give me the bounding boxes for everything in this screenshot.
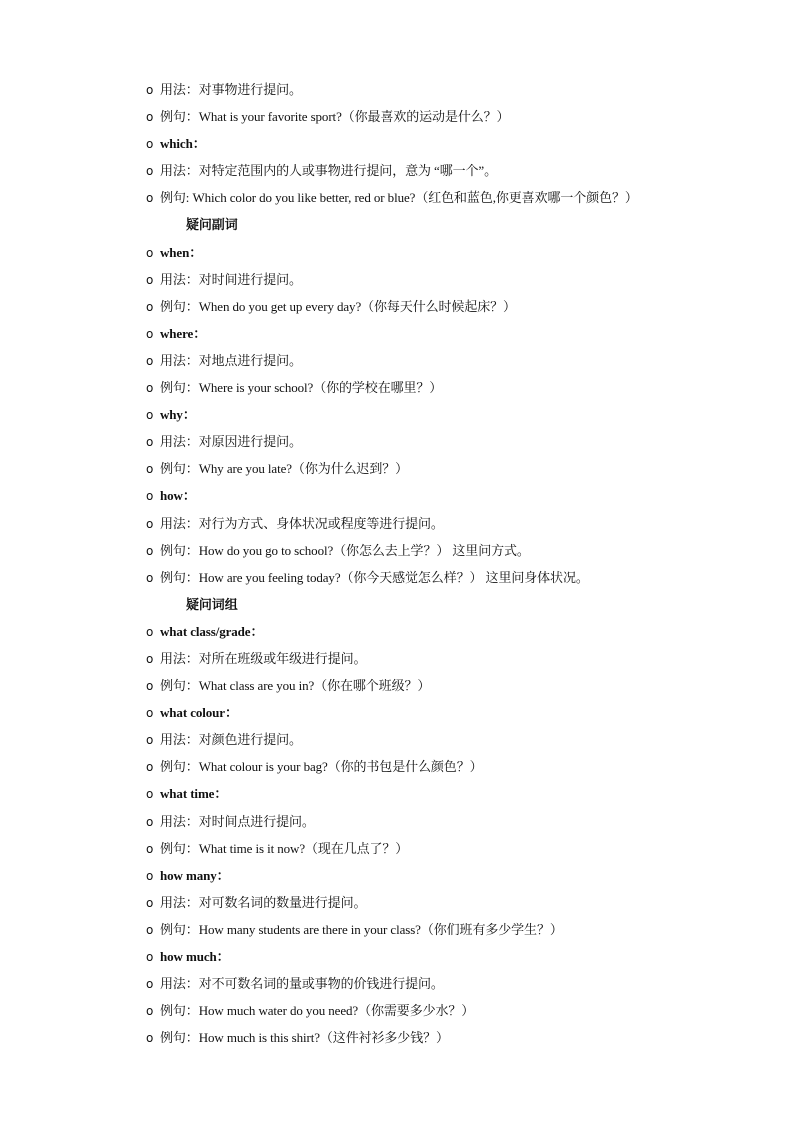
bullet-icon: o bbox=[146, 624, 154, 639]
list-item bbox=[146, 184, 766, 211]
bullet-icon: o bbox=[146, 868, 154, 883]
list-item bbox=[146, 726, 766, 753]
list-item-text: how： bbox=[160, 488, 196, 504]
bullet-icon: o bbox=[146, 83, 154, 97]
list-item bbox=[146, 997, 766, 1024]
list-item bbox=[146, 645, 766, 672]
list-item-text: where： bbox=[160, 325, 207, 341]
list-item-text: 例句：When do you get up every day?（你每天什么时候起床？） bbox=[160, 298, 516, 314]
list-item-text: 例句: Which color do you like better, red or blue?（红色和蓝色,你更喜欢哪一个颜色？） bbox=[160, 190, 638, 206]
term-item bbox=[146, 862, 766, 889]
bullet-icon: o bbox=[146, 950, 154, 964]
list-item-text: 例句：How much water do you need?（你需要多少水？） bbox=[160, 1003, 475, 1019]
list-item-text: 用法：对时间点进行提问。 bbox=[160, 813, 315, 829]
bullet-icon: o bbox=[146, 706, 154, 721]
list-item bbox=[146, 835, 766, 862]
bullet-icon: o bbox=[146, 570, 154, 585]
bullet-icon: o bbox=[146, 164, 154, 179]
list-item bbox=[146, 889, 766, 916]
list-item bbox=[146, 970, 766, 997]
bullet-icon: o bbox=[146, 299, 154, 314]
list-item-text: what colour： bbox=[160, 705, 238, 721]
bullet-icon: o bbox=[146, 1004, 154, 1019]
list-item-text: 例句：What colour is your bag?（你的书包是什么颜色？） bbox=[160, 759, 483, 775]
grammar-notes-list bbox=[146, 76, 766, 1051]
term-item bbox=[146, 401, 766, 428]
term-item bbox=[146, 482, 766, 509]
bullet-icon: o bbox=[146, 435, 154, 450]
section-heading bbox=[146, 211, 766, 238]
list-item-text: 用法：对时间进行提问。 bbox=[160, 271, 302, 287]
list-item bbox=[146, 266, 766, 293]
section-heading-text: 疑问词组 bbox=[186, 596, 238, 612]
list-item-text: 用法：对颜色进行提问。 bbox=[160, 732, 302, 748]
bullet-icon: o bbox=[146, 977, 154, 992]
list-item-text: which： bbox=[160, 136, 206, 152]
list-item-text: 例句：What time is it now?（现在几点了？） bbox=[160, 840, 409, 856]
list-item bbox=[146, 753, 766, 780]
list-item bbox=[146, 103, 766, 130]
list-item bbox=[146, 510, 766, 537]
list-item bbox=[146, 293, 766, 320]
bullet-icon: o bbox=[146, 733, 154, 748]
bullet-icon: o bbox=[146, 787, 154, 802]
bullet-icon: o bbox=[146, 895, 154, 910]
list-item-text: 例句：How are you feeling today?（你今天感觉怎么样？） 这里问身体状况。 bbox=[160, 569, 589, 585]
list-item-text: 例句：How do you go to school?（你怎么去上学？） 这里问方式。 bbox=[160, 542, 530, 558]
bullet-icon: o bbox=[146, 1031, 154, 1046]
bullet-icon: o bbox=[146, 651, 154, 666]
bullet-icon: o bbox=[146, 326, 154, 341]
list-item bbox=[146, 672, 766, 699]
list-item-text: what class/grade： bbox=[160, 623, 264, 639]
list-item bbox=[146, 76, 766, 103]
list-item-text: 用法：对事物进行提问。 bbox=[160, 82, 302, 97]
list-item-text: 用法：对原因进行提问。 bbox=[160, 434, 302, 450]
list-item-text: 用法：对所在班级或年级进行提问。 bbox=[160, 650, 367, 666]
bullet-icon: o bbox=[146, 543, 154, 558]
list-item bbox=[146, 428, 766, 455]
bullet-icon: o bbox=[146, 272, 154, 287]
list-item bbox=[146, 537, 766, 564]
list-item-text: 用法：对特定范围内的人或事物进行提问，意为 “哪一个”。 bbox=[160, 163, 497, 179]
list-item-text: why： bbox=[160, 407, 196, 423]
bullet-icon: o bbox=[146, 353, 154, 368]
bullet-icon: o bbox=[146, 760, 154, 775]
section-heading-text: 疑问副词 bbox=[186, 217, 238, 233]
list-item bbox=[146, 455, 766, 482]
bullet-icon: o bbox=[146, 462, 154, 477]
list-item-text: 例句：What class are you in?（你在哪个班级？） bbox=[160, 678, 431, 694]
bullet-icon: o bbox=[146, 841, 154, 856]
bullet-icon: o bbox=[146, 245, 154, 260]
term-item bbox=[146, 320, 766, 347]
list-item bbox=[146, 808, 766, 835]
list-item-text: how many： bbox=[160, 867, 230, 883]
list-item-text: 例句：Where is your school?（你的学校在哪里？） bbox=[160, 380, 443, 396]
section-heading bbox=[146, 591, 766, 618]
term-item bbox=[146, 699, 766, 726]
bullet-icon: o bbox=[146, 137, 154, 152]
list-item bbox=[146, 347, 766, 374]
list-item-text: how much： bbox=[160, 949, 230, 964]
list-item-text: what time： bbox=[160, 786, 228, 802]
term-item bbox=[146, 239, 766, 266]
list-item-text: 例句：Why are you late?（你为什么迟到？） bbox=[160, 461, 409, 477]
term-item bbox=[146, 618, 766, 645]
term-item bbox=[146, 943, 766, 970]
list-item bbox=[146, 1024, 766, 1051]
list-item bbox=[146, 916, 766, 943]
bullet-icon: o bbox=[146, 110, 154, 125]
bullet-icon: o bbox=[146, 191, 154, 206]
bullet-icon: o bbox=[146, 814, 154, 829]
bullet-icon: o bbox=[146, 679, 154, 694]
bullet-icon: o bbox=[146, 489, 154, 504]
list-item-text: 用法：对行为方式、身体状况或程度等进行提问。 bbox=[160, 515, 444, 531]
bullet-icon: o bbox=[146, 922, 154, 937]
list-item-text: 用法：对可数名词的数量进行提问。 bbox=[160, 894, 367, 910]
list-item-text: when： bbox=[160, 244, 203, 260]
list-item-text: 用法：对地点进行提问。 bbox=[160, 352, 302, 368]
list-item bbox=[146, 374, 766, 401]
list-item-text: 例句：What is your favorite sport?（你最喜欢的运动是什么？） bbox=[160, 109, 510, 125]
list-item bbox=[146, 564, 766, 591]
bullet-icon: o bbox=[146, 381, 154, 396]
term-item bbox=[146, 130, 766, 157]
list-item-text: 例句：How many students are there in your class?（你们班有多少学生？） bbox=[160, 921, 563, 937]
bullet-icon: o bbox=[146, 408, 154, 423]
list-item-text: 用法：对不可数名词的量或事物的价钱进行提问。 bbox=[160, 976, 444, 992]
bullet-icon: o bbox=[146, 516, 154, 531]
list-item-text: 例句：How much is this shirt?（这件衬衫多少钱？） bbox=[160, 1030, 449, 1046]
list-item bbox=[146, 157, 766, 184]
term-item bbox=[146, 780, 766, 807]
